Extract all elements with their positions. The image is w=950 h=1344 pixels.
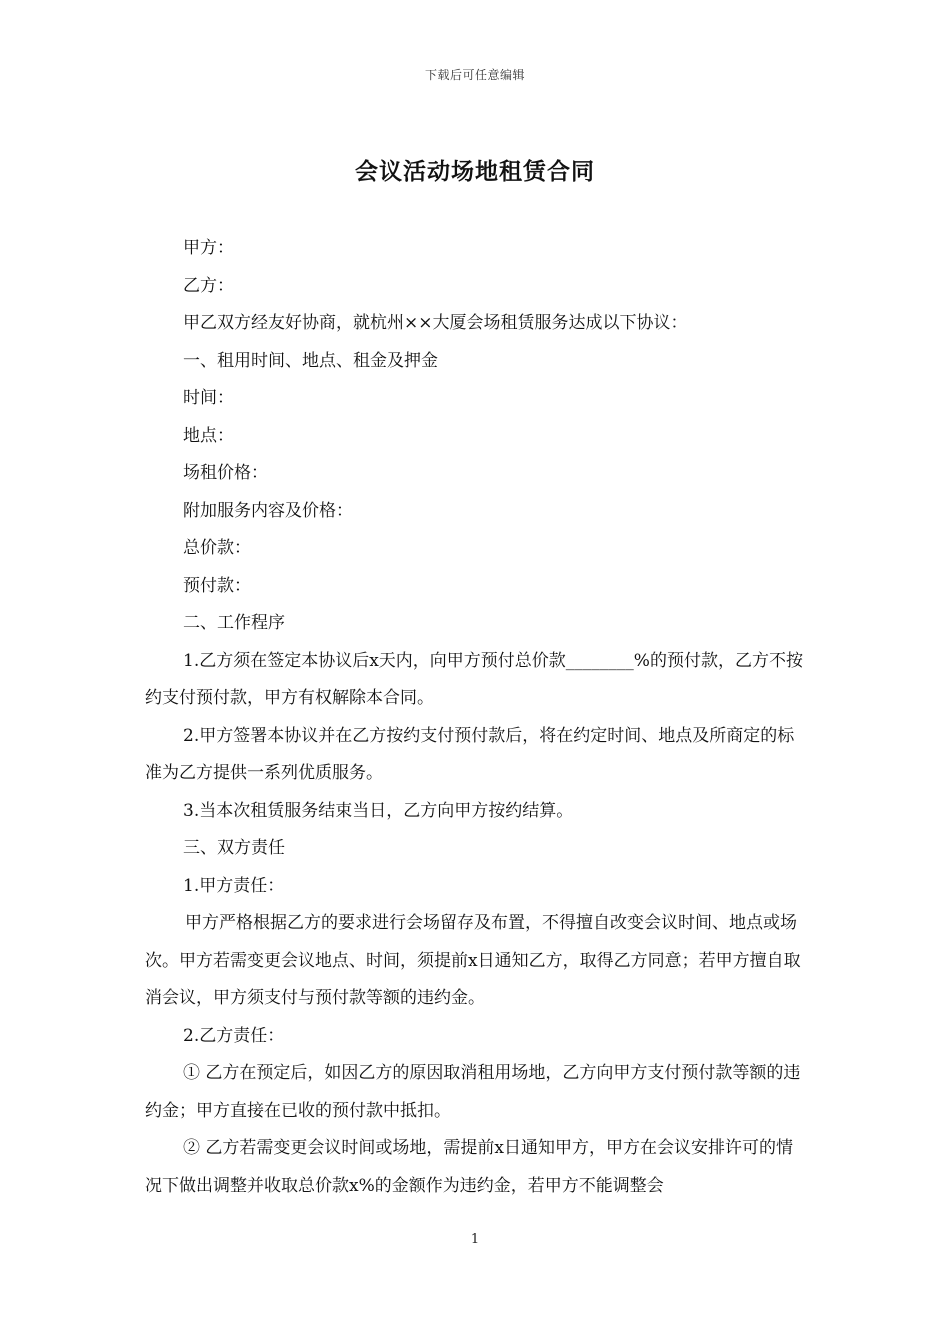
procedure-item-1: 1.乙方须在签定本协议后x天内，向甲方预付总价款________%的预付款，乙方不按约支付预付款，甲方有权解除本合同。 [145,650,803,708]
party-a-line: 甲方： [183,238,234,258]
party-b-responsibility-heading: 2.乙方责任： [183,1025,285,1046]
agreement-intro: 甲乙双方经友好协商，就杭州××大厦会场租赁服务达成以下协议： [183,313,688,333]
additional-services-field: 附加服务内容及价格： [183,500,353,521]
party-a-responsibility-heading: 1.甲方责任： [183,875,285,896]
page-number: 1 [470,1232,480,1247]
total-price-field: 总价款： [183,538,251,558]
section-heading-3: 三、双方责任 [183,838,285,858]
procedure-item-3: 3.当本次租赁服务结束当日，乙方向甲方按约结算。 [183,800,574,821]
header-note: 下载后可任意编辑 [424,68,525,82]
party-b-responsibility-item-1: ① 乙方在预定后，如因乙方的原因取消租用场地，乙方向甲方支付预付款等额的违约金；甲方直接在已收的预付款中抵扣。 [145,1063,801,1121]
party-a-responsibility-text: 甲方严格根据乙方的要求进行会场留存及布置，不得擅自改变会议时间、地点或场次。甲方若需变更会议地点、时间，须提前x日通知乙方，取得乙方同意；若甲方擅自取消会议，甲方须支付与预付款等额的违约金。 [145,913,801,1008]
party-b-line: 乙方： [183,275,234,296]
document-title: 会议活动场地租赁合同 [355,158,595,185]
section-heading-1: 一、租用时间、地点、租金及押金 [183,350,438,371]
section-heading-2: 二、工作程序 [183,613,285,633]
rent-price-field: 场租价格： [183,463,268,483]
procedure-item-2: 2.甲方签署本协议并在乙方按约支付预付款后，将在约定时间、地点及所商定的标准为乙方提供一系列优质服务。 [145,725,795,783]
prepayment-field: 预付款： [183,575,251,596]
document-body [145,230,807,1205]
location-field: 地点： [183,425,234,446]
party-b-responsibility-item-2: ② 乙方若需变更会议时间或场地，需提前x日通知甲方，甲方在会议安排许可的情况下做出调整并收取总价款x%的金额作为违约金，若甲方不能调整会 [145,1138,793,1196]
time-field: 时间： [183,388,234,408]
